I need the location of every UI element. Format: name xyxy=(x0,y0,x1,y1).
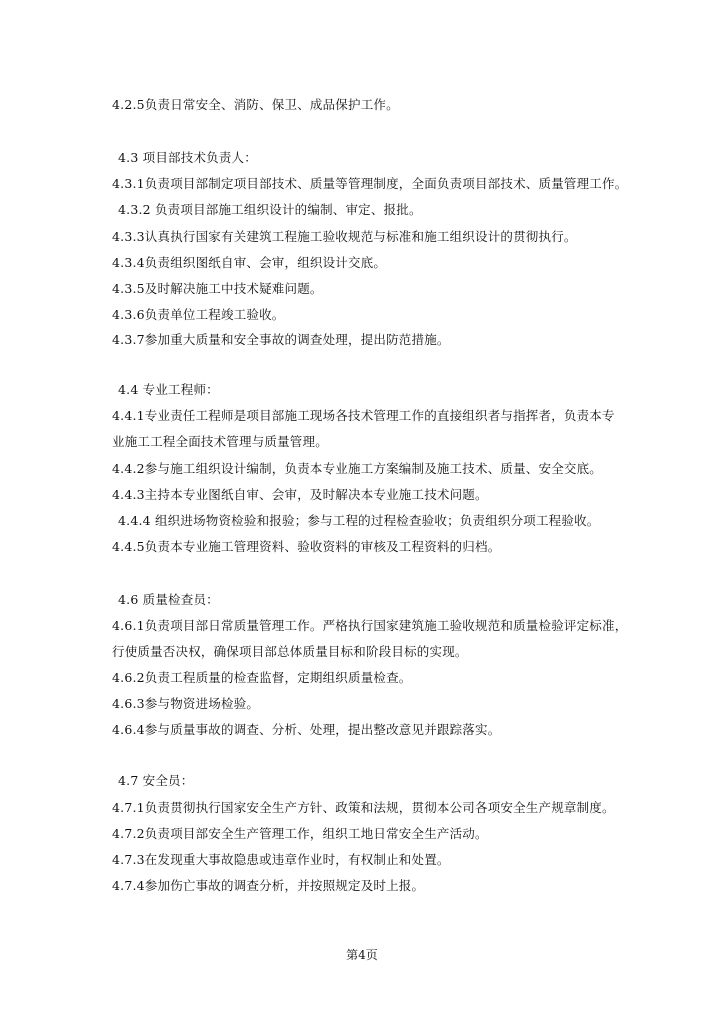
page-number: 第4页 xyxy=(346,948,378,962)
clause-4-3-6: 4.3.6负责单位工程竣工验收。 xyxy=(112,307,285,322)
clause-4-4-1: 4.4.1专业责任工程师是项目部施工现场各技术管理工作的直接组织者与指挥者，负责本专 xyxy=(112,408,615,423)
clause-4-3-4: 4.3.4负责组织图纸自审、会审，组织设计交底。 xyxy=(112,255,387,270)
clause-4-4-3: 4.4.3主持本专业图纸自审、会审，及时解决本专业施工技术问题。 xyxy=(112,487,488,502)
clause-4-4-2: 4.4.2参与施工组织设计编制，负责本专业施工方案编制及施工技术、质量、安全交底。 xyxy=(112,461,603,476)
clause-4-7-2: 4.7.2负责项目部安全生产管理工作，组织工地日常安全生产活动。 xyxy=(112,826,488,841)
section-heading-4-6: 4.6 质量检查员： xyxy=(118,592,219,607)
clause-4-7-4: 4.7.4参加伤亡事故的调查分析，并按照规定及时上报。 xyxy=(112,878,425,893)
section-heading-4-3: 4.3 项目部技术负责人： xyxy=(118,150,257,165)
clause-4-4-1-continued: 业施工工程全面技术管理与质量管理。 xyxy=(112,434,328,449)
clause-4-6-3: 4.6.3参与物资进场检验。 xyxy=(112,696,260,711)
clause-4-6-1-continued: 行使质量否决权，确保项目部总体质量目标和阶段目标的实现。 xyxy=(112,644,468,659)
clause-4-3-3: 4.3.3认真执行国家有关建筑工程施工验收规范与标准和施工组织设计的贯彻执行。 xyxy=(112,229,577,244)
clause-4-4-4: 4.4.4 组织进场物资检验和报验；参与工程的过程检查验收；负责组织分项工程验收。 xyxy=(118,513,600,528)
clause-4-7-1: 4.7.1负责贯彻执行国家安全生产方针、政策和法规，贯彻本公司各项安全生产规章制度。 xyxy=(112,800,615,815)
section-heading-4-4: 4.4 专业工程师： xyxy=(118,382,219,397)
clause-4-6-4: 4.6.4参与质量事故的调查、分析、处理，提出整改意见并跟踪落实。 xyxy=(112,722,501,737)
clause-4-3-5: 4.3.5及时解决施工中技术疑难问题。 xyxy=(112,281,323,296)
clause-4-6-1: 4.6.1负责项目部日常质量管理工作。严格执行国家建筑施工验收规范和质量检验评定标准， xyxy=(112,618,628,633)
clause-4-3-2: 4.3.2 负责项目部施工组织设计的编制、审定、报批。 xyxy=(118,202,422,217)
clause-4-7-3: 4.7.3在发现重大事故隐患或违章作业时，有权制止和处置。 xyxy=(112,852,450,867)
clause-4-3-7: 4.3.7参加重大质量和安全事故的调查处理，提出防范措施。 xyxy=(112,332,450,347)
section-heading-4-7: 4.7 安全员： xyxy=(118,773,194,788)
clause-4-4-5: 4.4.5负责本专业施工管理资料、验收资料的审核及工程资料的归档。 xyxy=(112,539,501,554)
clause-4-3-1: 4.3.1负责项目部制定项目部技术、质量等管理制度，全面负责项目部技术、质量管理工作。 xyxy=(112,176,628,191)
clause-4-2-5: 4.2.5负责日常安全、消防、保卫、成品保护工作。 xyxy=(112,97,399,112)
clause-4-6-2: 4.6.2负责工程质量的检查监督，定期组织质量检查。 xyxy=(112,670,412,685)
